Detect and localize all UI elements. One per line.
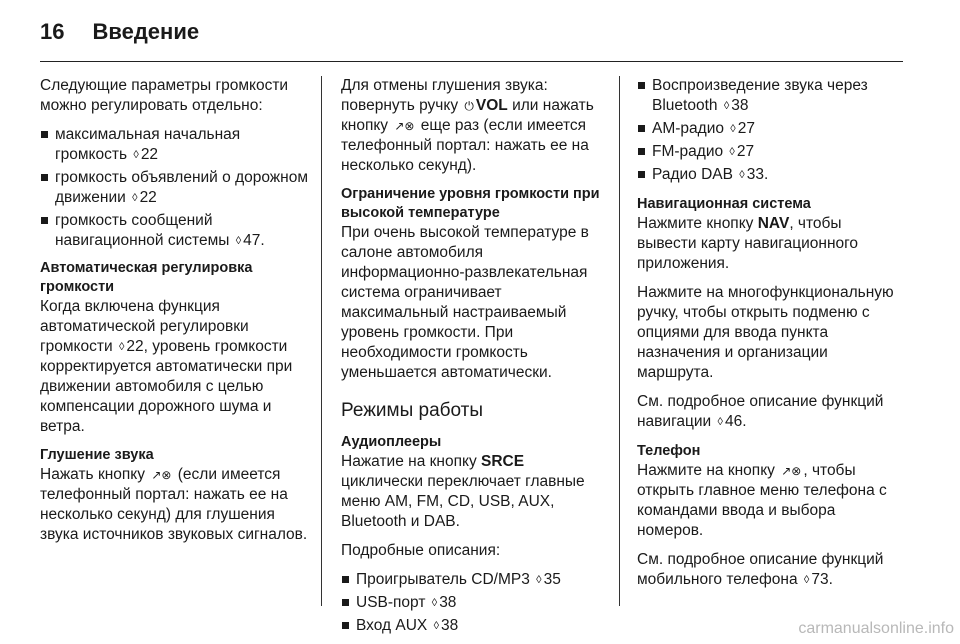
- list-item: АМ-радио ◊ 27: [637, 119, 903, 139]
- column-3: [637, 76, 903, 599]
- page-ref-icon: ◊: [729, 146, 735, 158]
- page-header: [40, 14, 199, 50]
- column-1: [40, 76, 312, 554]
- section-heading: Телефон: [637, 443, 701, 459]
- list-item: Вход AUX ◊ 38: [341, 616, 607, 636]
- page-ref-icon: ◊: [723, 100, 730, 112]
- page-ref-icon: ◊: [730, 123, 736, 135]
- power-icon: ⏻: [464, 99, 474, 113]
- page-title: Введение: [92, 19, 200, 44]
- column-2: [341, 76, 607, 644]
- list-item: FM-радио ◊ 27: [637, 142, 903, 162]
- watermark: carmanualsonline.info: [798, 620, 954, 637]
- list-item: Воспроизведение звука через Bluetooth ◊ 38: [637, 76, 903, 116]
- section-heading: Автоматическая регулировка громкости: [40, 260, 253, 295]
- paragraph: Для отмены глушения звука: повернуть ручку ⏻ VOL или нажать кнопку ↗⊗ еще раз (если имеется телефонный портал: нажать ее на несколько секунд).: [341, 77, 594, 174]
- paragraph: См. подробное описание функций навигации ◊ 46.: [637, 393, 884, 430]
- source-list: [637, 76, 903, 185]
- paragraph: Нажать кнопку ↗⊗ (если имеется телефонный портал: нажать ее на несколько секунд) для глушения звука источников звуковых сигналов.: [40, 466, 308, 543]
- audio-list: [341, 570, 607, 636]
- list-item: USB-порт ◊ 38: [341, 593, 607, 613]
- paragraph: См. подробное описание функций мобильного телефона ◊ 73.: [637, 551, 884, 588]
- intro-text: Следующие параметры громкости можно регулировать отдельно:: [40, 77, 289, 114]
- page-ref-icon: ◊: [739, 169, 745, 181]
- page-ref-icon: ◊: [118, 341, 125, 353]
- section-heading: Аудиоплееры: [341, 434, 442, 450]
- volume-list: [40, 125, 312, 251]
- page-number: 16: [40, 19, 65, 44]
- header-rule: [40, 61, 903, 62]
- paragraph: Нажатие на кнопку SRCE циклически переключает главные меню AM, FM, CD, USB, AUX, Bluetooth и DAB.: [341, 453, 585, 530]
- list-item: максимальная начальная громкость ◊ 22: [40, 125, 312, 165]
- page-ref-icon: ◊: [133, 149, 139, 161]
- page-ref-icon: ◊: [132, 192, 138, 204]
- paragraph: Нажмите на многофункциональную ручку, чтобы открыть подменю с опциями для ввода пункта назначения и организации маршрута.: [637, 284, 894, 381]
- page-ref-icon: ◊: [803, 574, 810, 586]
- column-divider: [321, 76, 322, 606]
- paragraph: Подробные описания:: [341, 542, 501, 559]
- page-ref-icon: ◊: [433, 620, 439, 632]
- page-ref-icon: ◊: [431, 597, 438, 609]
- page-ref-icon: ◊: [235, 235, 242, 247]
- page-ref-icon: ◊: [717, 416, 723, 428]
- paragraph: Когда включена функция автоматической регулировки громкости ◊ 22, уровень громкости корректируется автоматически при движении автомобиля с целью компенсации дорожного шума и ветра.: [40, 298, 293, 435]
- paragraph: При очень высокой температуре в салоне автомобиля информационно-развлекательная система ограничивает максимальный настраиваемый уровень громкости. При необходимости громкость уменьшается автоматически.: [341, 224, 589, 381]
- list-item: громкость сообщений навигационной системы ◊ 47.: [40, 211, 312, 251]
- list-item: громкость объявлений о дорожном движении ◊ 22: [40, 168, 312, 208]
- paragraph: Нажмите на кнопку ↗⊗ , чтобы открыть главное меню телефона с командами ввода и выбора номеров.: [637, 462, 887, 539]
- section-heading: Ограничение уровня громкости при высокой температуре: [341, 186, 600, 221]
- mute-icon: ↗⊗: [151, 468, 172, 482]
- paragraph: Нажмите кнопку NAV, чтобы вывести карту навигационного приложения.: [637, 215, 859, 272]
- column-divider: [619, 76, 620, 606]
- list-item: Радио DAB ◊ 33.: [637, 165, 903, 185]
- mute-icon: ↗⊗: [394, 119, 415, 133]
- mute-icon: ↗⊗: [781, 464, 802, 478]
- list-item: Проигрыватель CD/MP3 ◊ 35: [341, 570, 607, 590]
- section-heading: Навигационная система: [637, 196, 811, 212]
- section-title: Режимы работы: [341, 400, 484, 421]
- section-heading: Глушение звука: [40, 447, 154, 463]
- page-ref-icon: ◊: [536, 574, 542, 586]
